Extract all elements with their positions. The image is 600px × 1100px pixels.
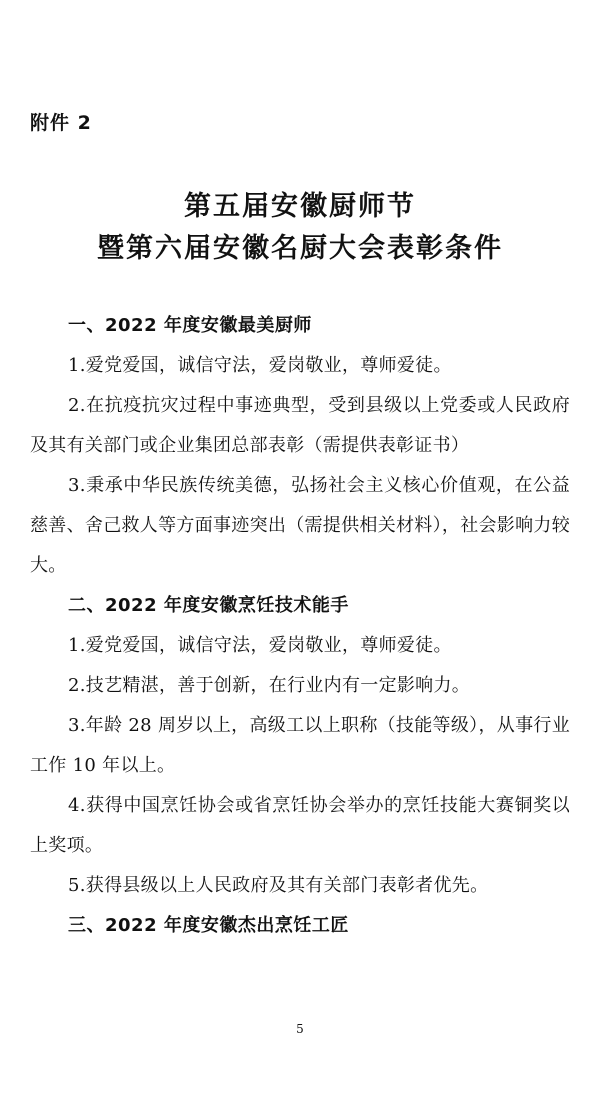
- section-1-item-3: 3.秉承中华民族传统美德，弘扬社会主义核心价值观，在公益慈善、舍己救人等方面事迹突出（需提供相关材料），社会影响力较大。: [30, 475, 570, 576]
- section-2-item-2: 2.技艺精湛，善于创新，在行业内有一定影响力。: [68, 675, 471, 696]
- section-2-item-4: 4.获得中国烹饪协会或省烹饪协会举办的烹饪技能大赛铜奖以上奖项。: [30, 795, 570, 856]
- document-body: [30, 306, 570, 946]
- section-2-item-3: 3.年龄 28 周岁以上，高级工以上职称（技能等级），从事行业工作 10 年以上。: [30, 715, 570, 776]
- section-2-item-1: 1.爱党爱国，诚信守法，爱岗敬业，尊师爱徒。: [68, 635, 452, 656]
- page-number: 5: [296, 1022, 304, 1036]
- document-title-line-2: 暨第六届安徽名厨大会表彰条件: [97, 233, 503, 264]
- section-2-item-5: 5.获得县级以上人民政府及其有关部门表彰者优先。: [68, 875, 489, 896]
- section-1-item-2: 2.在抗疫抗灾过程中事迹典型，受到县级以上党委或人民政府及其有关部门或企业集团总部表彰（需提供表彰证书）: [30, 395, 570, 456]
- attachment-label: 附件 2: [30, 112, 92, 134]
- section-heading-2: 二、2022 年度安徽烹饪技术能手: [68, 595, 349, 616]
- section-heading-1: 一、2022 年度安徽最美厨师: [68, 315, 312, 336]
- document-title-line-1: 第五届安徽厨师节: [184, 191, 416, 222]
- section-heading-3: 三、2022 年度安徽杰出烹饪工匠: [68, 915, 349, 936]
- section-1-item-1: 1.爱党爱国，诚信守法，爱岗敬业，尊师爱徒。: [68, 355, 452, 376]
